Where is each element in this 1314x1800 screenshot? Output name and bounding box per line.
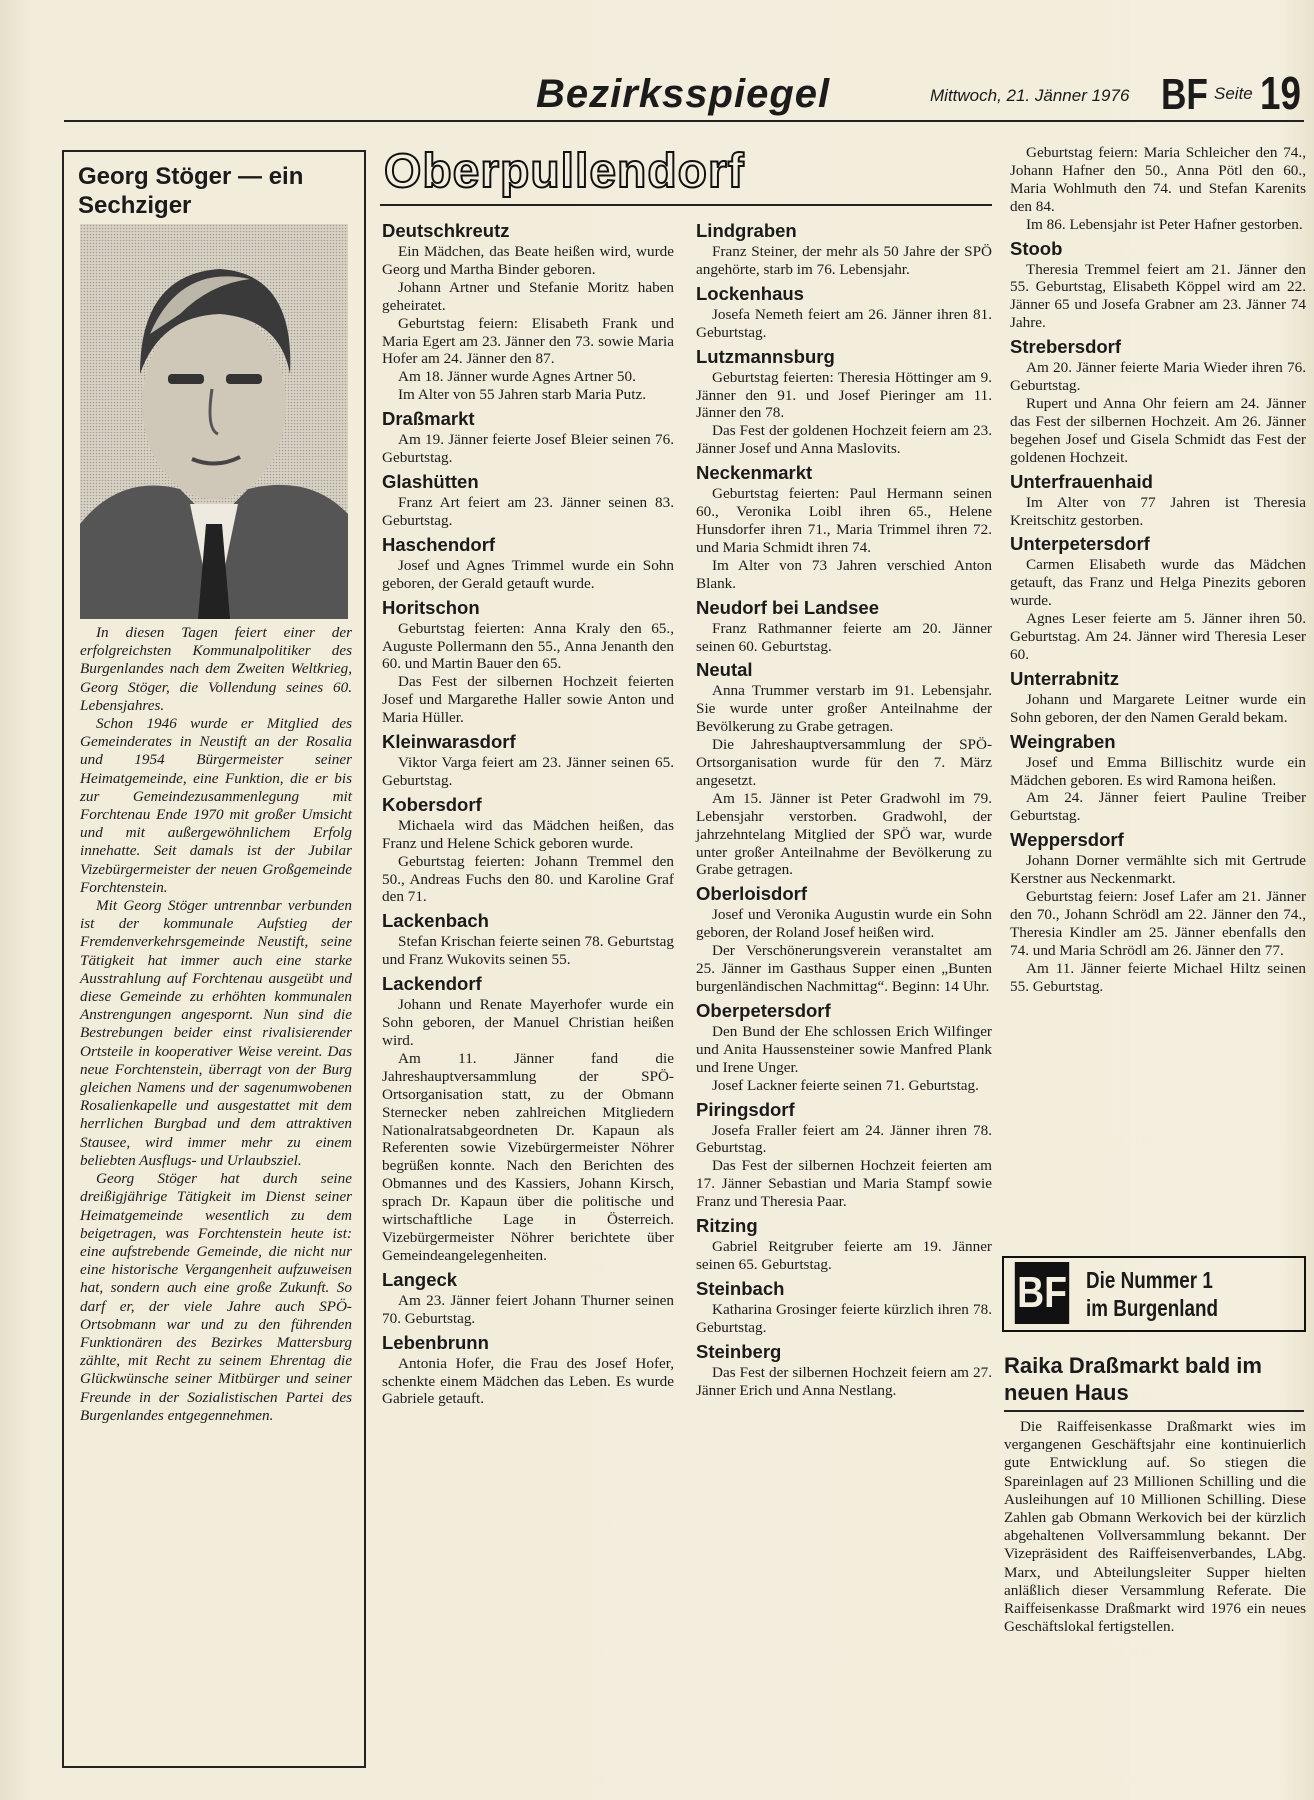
news-item: Franz Art feiert am 23. Jänner seinen 83. Geburtstag. (382, 493, 674, 529)
news-item: Am 11. Jänner feierte Michael Hiltz seinen 55. Geburtstag. (1010, 959, 1306, 995)
ad-slogan (1086, 1266, 1218, 1322)
village-heading: Kleinwarasdorf (382, 731, 516, 753)
news-item: Geburtstag feierten: Anna Kraly den 65., Auguste Pollermann den 55., Anna Jenanth den 60. und Martin Bauer den 65. (382, 619, 674, 673)
village-heading: Unterfrauenhaid (1010, 470, 1153, 492)
news-item: Die Jahreshauptversammlung der SPÖ-Ortsorganisation wurde für den 7. März angesetzt. (696, 736, 992, 789)
village-heading: Lebenbrunn (382, 1331, 489, 1353)
village-heading: Lackendorf (382, 973, 482, 995)
news-column-1 (382, 220, 674, 1408)
news-item: Im 86. Lebensjahr ist Peter Hafner gestorben. (1026, 215, 1303, 233)
news-item: Geburtstag feiern: Elisabeth Frank und Maria Egert am 23. Jänner den 73. sowie Maria Hofer am 24. Jänner den 87. (382, 314, 674, 368)
portrait-photo (80, 224, 348, 619)
news-item: Franz Steiner, der mehr als 50 Jahre der SPÖ angehörte, starb im 76. Lebensjahr. (696, 243, 992, 278)
feature-body (80, 624, 352, 1425)
raika-text: Die Raiffeisenkasse Draßmarkt wies im vergangenen Geschäftsjahr eine kontinuierlich gute Entwicklung auf. So stiegen die Spareinlagen auf 23 Millionen Schilling und die Ausleihungen auf 10 Millionen Schilling. Diese Zahlen gab Obmann Werkovich bei der kürzlich abgehaltenen Vollversammlung bekannt. Der Vizepräsident des Raiffeisenverbandes, LAbg. Marx, und Abteilungsleiter Supper hielten anläßlich dieser Versammlung Referate. Die Raiffeisenkasse Draßmarkt wird 1976 ein neues Geschäftslokal fertigstellen. (1004, 1418, 1306, 1636)
village-heading: Langeck (382, 1268, 458, 1290)
news-item: Josefa Fraller feiert am 24. Jänner ihren 78. Geburtstag. (696, 1121, 992, 1157)
village-heading: Draßmarkt (382, 408, 475, 430)
news-item: Am 18. Jänner wurde Agnes Artner 50. (398, 368, 636, 386)
news-item: Rupert und Anna Ohr feiern am 24. Jänner das Fest der silbernen Hochzeit. Am 26. Jänner begehen Josef und Gisela Schmidt das Fest der goldenen Hochzeit. (1010, 394, 1306, 466)
feature-paragraph: Georg Stöger hat durch seine dreißigjährige Tätigkeit im Dienst seiner Heimatgemeinde wesentlich zu dem beigetragen, was Forchtenstein heute ist: eine aufstrebende Gemeinde, die nicht nur eine historische Vergangenheit aufzuweisen hat, sondern auch eine große Zukunft. So darf er, der viele Jahre auch SPÖ-Ortsobmann war und zu den führenden Funktionären des Bezirkes Mattersburg zählte, mit Recht zu seinem Ehrentag die Glückwünsche seiner Mitbürger und seiner Freunde in der Sozialistischen Partei des Burgenlandes entgegennehmen. (80, 1170, 352, 1424)
news-item: Johann Dorner vermählte sich mit Gertrude Kerstner aus Neckenmarkt. (1010, 852, 1306, 888)
village-heading: Steinberg (696, 1340, 782, 1362)
village-heading: Neckenmarkt (696, 462, 813, 484)
news-item: Das Fest der silbernen Hochzeit feierten Josef und Margarethe Haller sowie Anton und Maria Hüller. (382, 673, 674, 727)
news-item: Im Alter von 77 Jahren ist Theresia Kreitschitz gestorben. (1010, 493, 1306, 529)
news-item: Geburtstag feiern: Josef Lafer am 21. Jänner den 70., Johann Schrödl am 22. Jänner den 74., Theresia Kindler am 25. Jänner ebenfalls den 74. und Maria Schrödl am 26. Jänner den 77. (1010, 888, 1306, 959)
village-heading: Lackenbach (382, 910, 489, 932)
news-item: Josef und Veronika Augustin wurde ein Sohn geboren, der Roland Josef heißen wird. (696, 906, 992, 942)
district-title-bar (380, 145, 992, 206)
news-column-3 (1010, 144, 1306, 996)
news-item: Am 11. Jänner fand die Jahreshauptversammlung der SPÖ-Ortsorganisation statt, zu der Obmann Sternecker neben zahlreichen Mitgliedern Nationalratsabgeordneten Dr. Kapaun als Referenten sowie Vizebürgermeister Nöhrer begrüßen konnte. Nach den Berichten des Obmannes und des Kassiers, Johann Kirsch, sprach Dr. Kapaun über die politische und wirtschaftliche Lage in Österreich. Vizebürgermeister Nöhrer berichtete über Gemeindeangelegenheiten. (382, 1049, 674, 1264)
news-item: Agnes Leser feierte am 5. Jänner ihren 50. Geburtstag. Am 24. Jänner wird Theresia Leser 60. (1010, 610, 1306, 663)
village-heading: Unterpetersdorf (1010, 533, 1150, 555)
section-title: Bezirksspiegel (536, 72, 831, 116)
news-item: Josefa Nemeth feiert am 26. Jänner ihren 81. Geburtstag. (696, 305, 992, 341)
news-item: Das Fest der goldenen Hochzeit feiern am 23. Jänner Josef und Anna Maslovits. (696, 422, 992, 458)
village-heading: Kobersdorf (382, 793, 482, 815)
news-item: Josef Lackner feierte seinen 71. Geburtstag. (712, 1076, 979, 1094)
feature-box (62, 150, 366, 1768)
ad-slogan-line2: im Burgenland (1086, 1295, 1219, 1321)
news-item: Geburtstag feierten: Paul Hermann seinen 60., Veronika Loibl ihren 65., Helene Hunsdorfer ihren 71., Maria Trimmel ihren 72. und Maria Schmidt ihren 74. (696, 485, 992, 556)
news-item: Theresia Tremmel feiert am 21. Jänner den 55. Geburtstag, Elisabeth Köppel wird am 22. Jänner 65 und Josefa Grabner am 23. Jänner 74 Jahre. (1010, 260, 1306, 332)
news-item: Johann und Renate Mayerhofer wurde ein Sohn geboren, der Manuel Christian heißen wird. (382, 996, 674, 1049)
news-item: Viktor Varga feiert am 23. Jänner seinen 65. Geburtstag. (382, 754, 674, 789)
news-item: Am 15. Jänner ist Peter Gradwohl im 79. Lebensjahr verstorben. Gradwohl, der jahrzehntelang Mitglied der SPÖ war, wurde unter großer Anteilnahme der Bevölkerung zu Grabe getragen. (696, 789, 992, 879)
village-heading: Oberpetersdorf (696, 999, 831, 1021)
feature-title: Georg Stöger — ein Sechziger (78, 163, 304, 219)
village-heading: Horitschon (382, 596, 480, 618)
news-item: Josef und Emma Billischitz wurde ein Mädchen geboren. Es wird Ramona heißen. (1010, 753, 1306, 789)
issue-date: Mittwoch, 21. Jänner 1976 (930, 86, 1130, 105)
news-item: Franz Rathmanner feierte am 20. Jänner seinen 60. Geburtstag. (696, 619, 992, 655)
village-heading: Ritzing (696, 1215, 758, 1237)
raika-headline: Raika Draßmarkt bald im neuen Haus (1004, 1352, 1304, 1412)
news-item: Am 20. Jänner feierte Maria Wieder ihren 76. Geburtstag. (1010, 359, 1306, 395)
news-item: Am 19. Jänner feierte Josef Bleier seinen 76. Geburtstag. (382, 431, 674, 467)
bf-logo: BF (1161, 70, 1208, 119)
news-item: Am 24. Jänner feiert Pauline Treiber Geburtstag. (1010, 789, 1306, 825)
news-item: Geburtstag feierten: Johann Tremmel den 50., Andreas Fuchs den 80. und Karoline Graf den 71. (382, 852, 674, 906)
news-item: Im Alter von 55 Jahren starb Maria Putz. (398, 386, 647, 404)
village-heading: Steinbach (696, 1277, 785, 1299)
feature-paragraph: In diesen Tagen feiert einer der erfolgreichsten Kommunalpolitiker des Burgenlandes nach dem Zweiten Weltkrieg, Georg Stöger, die Vollendung seines 60. Lebensjahres. (80, 624, 352, 714)
news-item: Katharina Grosinger feierte kürzlich ihren 78. Geburtstag. (696, 1300, 992, 1336)
village-heading: Piringsdorf (696, 1098, 795, 1120)
village-heading: Neudorf bei Landsee (696, 596, 879, 618)
news-item: Ein Mädchen, das Beate heißen wird, wurde Georg und Martha Binder geboren. (382, 243, 674, 278)
village-heading: Lockenhaus (696, 282, 804, 304)
news-item: Geburtstag feierten: Theresia Höttinger am 9. Jänner den 91. und Josef Pieringer am 11. Jänner den 78. (696, 368, 992, 422)
news-item: Das Fest der silbernen Hochzeit feiern am 27. Jänner Erich und Anna Nestlang. (696, 1363, 992, 1399)
news-item: Im Alter von 73 Jahren verschied Anton Blank. (696, 556, 992, 592)
village-heading: Unterrabnitz (1010, 667, 1119, 689)
news-item: Gabriel Reitgruber feierte am 19. Jänner seinen 65. Geburtstag. (696, 1238, 992, 1273)
village-heading: Glashütten (382, 470, 479, 492)
village-heading: Neutal (696, 659, 753, 681)
page-header (64, 58, 1304, 122)
news-item: Anna Trummer verstarb im 91. Lebensjahr. Sie wurde unter großer Anteilnahme der Bevölkerung zu Grabe getragen. (696, 682, 992, 736)
village-heading: Weingraben (1010, 730, 1116, 752)
news-item: Das Fest der silbernen Hochzeit feierten am 17. Jänner Sebastian und Maria Stampf sowie Franz und Theresia Paar. (696, 1157, 992, 1211)
village-heading: Lindgraben (696, 220, 797, 241)
news-item: Johann und Margarete Leitner wurde ein Sohn geboren, der den Namen Gerald bekam. (1010, 690, 1306, 726)
village-heading: Haschendorf (382, 533, 496, 555)
feature-paragraph: Schon 1946 wurde er Mitglied des Gemeinderates in Neustift an der Rosalia und 1954 Bürgermeister seiner Heimatgemeinde, eine Funktion, die er bis zur Gemeindezusammenlegung mit Forchtenau Ende 1970 mit großer Umsicht und mit außergewöhnlichem Erfolg innehatte. Seit damals ist der Jubilar Vizebürgermeister der neuen Großgemeinde Forchtenstein. (80, 715, 352, 896)
village-heading: Lutzmannsburg (696, 345, 835, 367)
news-item: Carmen Elisabeth wurde das Mädchen getauft, das Franz und Helga Pinezits geboren wurde. (1010, 556, 1306, 610)
bf-advertisement (1002, 1256, 1306, 1332)
news-item: Johann Artner und Stefanie Moritz haben geheiratet. (382, 278, 674, 314)
news-item: Michaela wird das Mädchen heißen, das Franz und Helene Schick geboren wurde. (382, 816, 674, 852)
village-heading: Weppersdorf (1010, 829, 1124, 851)
page-number: 19 (1260, 67, 1301, 119)
district-title: Oberpullendorf (384, 145, 745, 198)
news-item: Josef und Agnes Trimmel wurde ein Sohn geboren, der Gerald getauft wurde. (382, 556, 674, 592)
page-label: Seite (1214, 84, 1253, 103)
news-item: Stefan Krischan feierte seinen 78. Geburtstag und Franz Wukovits seinen 55. (382, 933, 674, 969)
ad-logo: BF (1015, 1262, 1069, 1324)
news-item: Am 23. Jänner feiert Johann Thurner seinen 70. Geburtstag. (382, 1291, 674, 1327)
village-heading: Strebersdorf (1010, 336, 1122, 358)
raika-article (1004, 1418, 1306, 1636)
news-item: Den Bund der Ehe schlossen Erich Wilfinger und Anita Haussensteiner sowie Manfred Plank und Irene Unger. (696, 1022, 992, 1076)
news-item: Antonia Hofer, die Frau des Josef Hofer, schenkte einem Mädchen das Leben. Es wurde Gabriele getauft. (382, 1354, 674, 1408)
news-item: Geburtstag feiern: Maria Schleicher den 74., Johann Hafner den 50., Anna Pötl den 60., Maria Wohlmuth den 74. und Stefan Karenits den 84. (1010, 144, 1306, 215)
village-heading: Oberloisdorf (696, 883, 808, 905)
feature-paragraph: Mit Georg Stöger untrennbar verbunden ist der kommunale Aufstieg der Fremdenverkehrsgemeinde Neustift, seine Tätigkeit hat immer auch eine starke Ausstrahlung auf Forchtenau ausgeübt und diese Gemeinde zu erhöhten kommunalen Anstrengungen angespornt. Nun sind die Bestrebungen beider einst rivalisierender Ortsteile in kooperativer Weise vereint. Das neue Forchtenstein, überragt von der Burg gleichen Namens und der sagenumwobenen Rosalienkapelle und ausgestattet mit dem herrlichen Burgbad und dem attraktiven Stausee, wird immer mehr zu einem beliebten Ausflugs- und Urlaubsziel. (80, 897, 352, 1169)
ad-slogan-line1: Die Nummer 1 (1086, 1267, 1213, 1293)
village-heading: Stoob (1010, 237, 1063, 259)
village-heading: Deutschkreutz (382, 220, 510, 241)
news-item: Der Verschönerungsverein veranstaltet am 25. Jänner im Gasthaus Supper einen „Bunten burgenländischen Nachmittag“. Beginn: 14 Uhr. (696, 942, 992, 995)
news-column-2 (696, 220, 992, 1400)
